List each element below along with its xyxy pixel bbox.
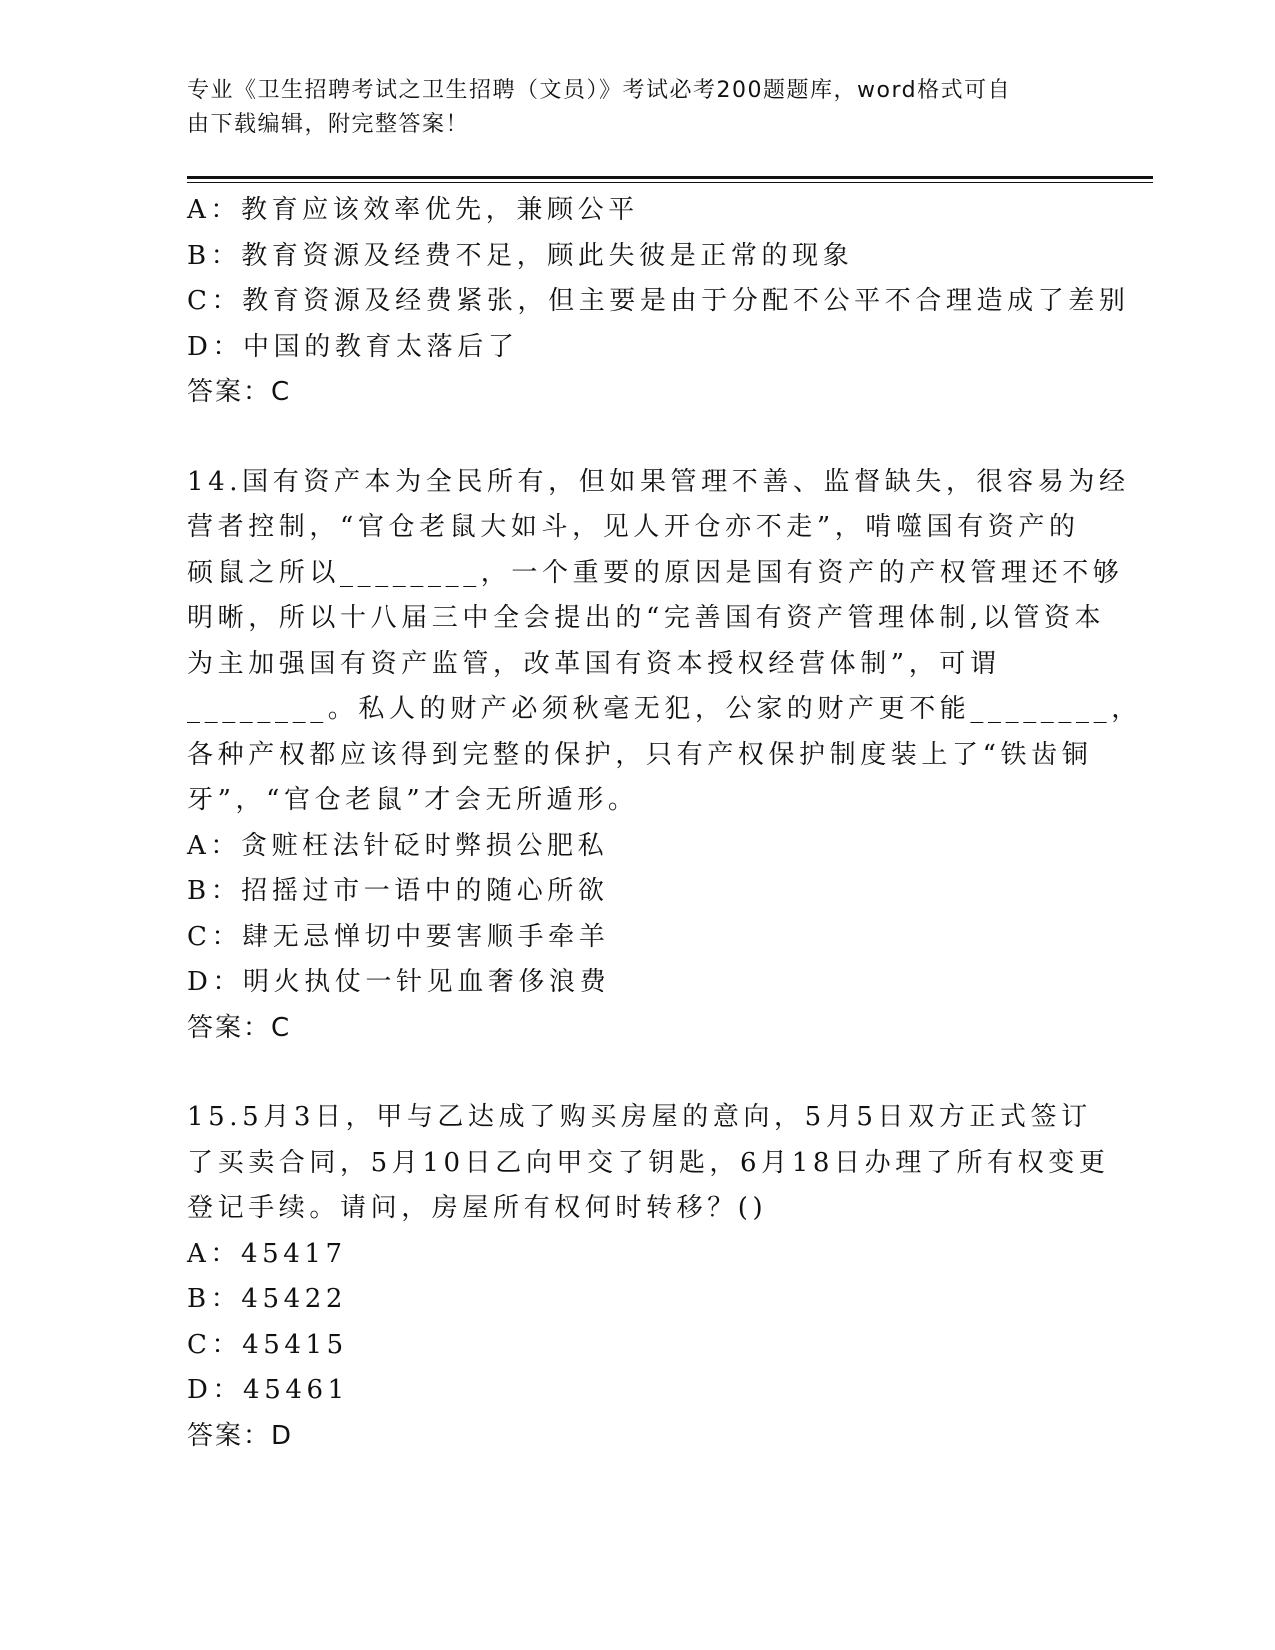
answer-line: 答案：C (187, 377, 292, 407)
header-line-2: 由下载编辑，附完整答案！ (187, 112, 470, 137)
answer-line: 答案：D (187, 1420, 294, 1451)
document-header (187, 74, 1067, 142)
option-a: A：45417 (187, 1238, 347, 1269)
question-stem-line: 了买卖合同，5月10日乙向甲交了钥匙，6月18日办理了所有权变更 (187, 1147, 1110, 1178)
question-14 (187, 460, 1142, 1052)
header-rule-thick (187, 176, 1153, 179)
header-line-1: 专业《卫生招聘考试之卫生招聘（文员）》考试必考200题题库，word格式可自 (187, 78, 1012, 103)
question-stem-line: 14.国有资产本为全民所有，但如果管理不善、监督缺失，很容易为经 (187, 466, 1130, 497)
question-stem-line: 为主加强国有资产监管，改革国有资本授权经营体制”，可谓 (187, 648, 1001, 679)
question-stem-line: ________。私人的财产必须秋毫无犯，公家的财产更不能________， (187, 694, 1142, 724)
question-stem-line: 登记手续。请问，房屋所有权何时转移？() (187, 1193, 768, 1223)
option-a: A：贪赃枉法针砭时弊损公肥私 (187, 830, 609, 861)
header-rule-thin (187, 182, 1153, 183)
answer-line: 答案：C (187, 1012, 292, 1043)
option-b: B：招摇过市一语中的随心所欲 (187, 876, 609, 906)
option-d: D：45461 (187, 1375, 349, 1405)
option-c: C：45415 (187, 1329, 348, 1360)
question-stem-line: 明晰，所以十八届三中全会提出的“完善国有资产管理体制,以管资本 (187, 603, 1106, 633)
document-body (187, 188, 1142, 1459)
question-stem-line: 营者控制，“官仓老鼠大如斗，见人开仓亦不走”，啃噬国有资产的 (187, 512, 1080, 542)
option-c: C：肆无忌惮切中要害顺手牵羊 (187, 921, 610, 952)
question-stem-line: 硕鼠之所以________，一个重要的原因是国有资产的产权管理还不够 (187, 557, 1124, 588)
option-a: A：教育应该效率优先，兼顾公平 (187, 195, 639, 225)
option-b: B：教育资源及经费不足，顾此失彼是正常的现象 (187, 240, 854, 271)
option-d: D：明火执仗一针见血奢侈浪费 (187, 967, 611, 997)
question-stem-line: 牙”，“官仓老鼠”才会无所遁形。 (187, 785, 639, 815)
question-15 (187, 1095, 1110, 1459)
question-stem-line: 15.5月3日，甲与乙达成了购买房屋的意向，5月5日双方正式签订 (187, 1102, 1092, 1132)
option-b: B：45422 (187, 1284, 348, 1314)
question-13 (187, 188, 1130, 416)
option-d: D：中国的教育太落后了 (187, 331, 519, 362)
question-stem-line: 各种产权都应该得到完整的保护，只有产权保护制度装上了“铁齿铜 (187, 739, 1093, 770)
option-c: C：教育资源及经费紧张，但主要是由于分配不公平不合理造成了差别 (187, 286, 1130, 316)
